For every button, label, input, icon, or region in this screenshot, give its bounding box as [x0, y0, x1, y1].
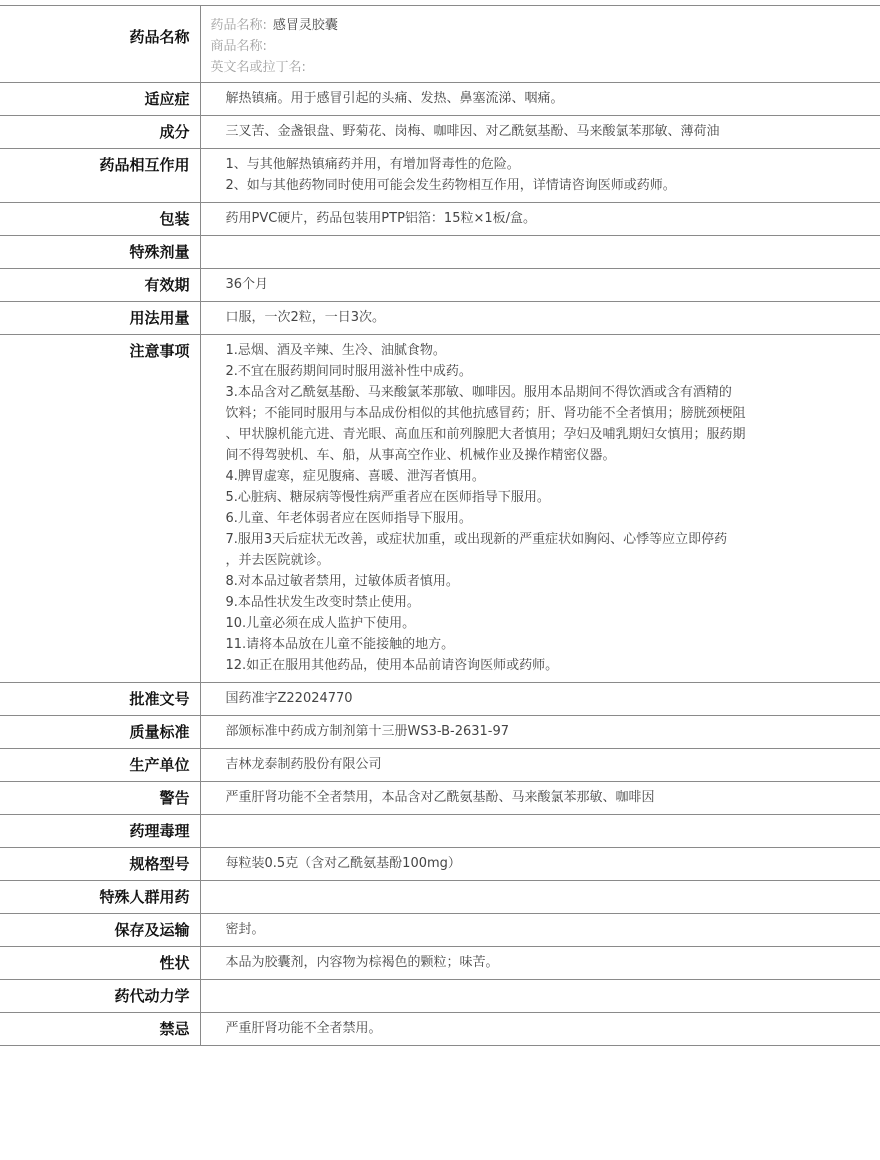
trade-name-label: 商品名称:	[210, 39, 267, 54]
list-item: 10.儿童必须在成人监护下使用。	[225, 616, 416, 631]
list-item: 2、如与其他药物同时使用可能会发生药物相互作用，详情请咨询医师或药师。	[225, 178, 676, 193]
row-storage	[0, 914, 880, 947]
row-value: 吉林龙泰制药股份有限公司	[200, 749, 880, 782]
row-value: 每粒装0.5克（含对乙酰氨基酚100mg）	[200, 848, 880, 881]
row-expiry	[0, 269, 880, 302]
list-item: 12.如正在服用其他药品，使用本品前请咨询医师或药师。	[225, 658, 559, 673]
row-label: 药理毒理	[0, 815, 200, 848]
row-value	[200, 335, 880, 683]
row-usage	[0, 302, 880, 335]
row-label: 禁忌	[0, 1013, 200, 1046]
row-indication	[0, 83, 880, 116]
list-item: 7.服用3天后症状无改善，或症状加重，或出现新的严重症状如胸闷、心悸等应立即停药	[225, 532, 728, 547]
row-pharmacokinetics	[0, 980, 880, 1013]
row-label: 质量标准	[0, 716, 200, 749]
list-item: 11.请将本品放在儿童不能接触的地方。	[225, 637, 455, 652]
list-item: 、甲状腺机能亢进、青光眼、高血压和前列腺肥大者慎用；孕妇及哺乳期妇女慎用；服药期	[225, 427, 746, 442]
list-item: 2.不宜在服药期间同时服用滋补性中成药。	[225, 364, 472, 379]
row-label: 生产单位	[0, 749, 200, 782]
row-label: 药代动力学	[0, 980, 200, 1013]
row-precautions	[0, 335, 880, 683]
row-value: 36个月	[200, 269, 880, 302]
row-value: 解热镇痛。用于感冒引起的头痛、发热、鼻塞流涕、咽痛。	[200, 83, 880, 116]
list-item: 9.本品性状发生改变时禁止使用。	[225, 595, 420, 610]
row-label: 性状	[0, 947, 200, 980]
row-label: 警告	[0, 782, 200, 815]
generic-name-value: 感冒灵胶囊	[272, 18, 338, 33]
row-label: 保存及运输	[0, 914, 200, 947]
row-label: 药品名称	[0, 6, 200, 83]
list-item: ，并去医院就诊。	[225, 553, 330, 568]
row-value: 本品为胶囊剂，内容物为棕褐色的颗粒；味苦。	[200, 947, 880, 980]
row-label: 成分	[0, 116, 200, 149]
row-label: 药品相互作用	[0, 149, 200, 203]
row-value	[200, 236, 880, 269]
list-item: 3.本品含对乙酰氨基酚、马来酸氯苯那敏、咖啡因。服用本品期间不得饮酒或含有酒精的	[225, 385, 732, 400]
list-item: 4.脾胃虚寒，症见腹痛、喜暖、泄泻者慎用。	[225, 469, 485, 484]
list-item: 饮料；不能同时服用与本品成份相似的其他抗感冒药；肝、肾功能不全者慎用；膀胱颈梗阻	[225, 406, 746, 421]
row-value	[200, 881, 880, 914]
row-appearance	[0, 947, 880, 980]
row-interactions	[0, 149, 880, 203]
row-value: 密封。	[200, 914, 880, 947]
row-value: 口服，一次2粒，一日3次。	[200, 302, 880, 335]
row-specification	[0, 848, 880, 881]
list-item: 8.对本品过敏者禁用，过敏体质者慎用。	[225, 574, 459, 589]
generic-name-label: 药品名称:	[210, 18, 267, 33]
row-label: 注意事项	[0, 335, 200, 683]
row-value: 三叉苦、金盏银盘、野菊花、岗梅、咖啡因、对乙酰氨基酚、马来酸氯苯那敏、薄荷油	[200, 116, 880, 149]
row-toxicology	[0, 815, 880, 848]
row-special-groups	[0, 881, 880, 914]
list-item: 1.忌烟、酒及辛辣、生冷、油腻食物。	[225, 343, 446, 358]
list-item: 5.心脏病、糖尿病等慢性病严重者应在医师指导下服用。	[225, 490, 550, 505]
row-value: 严重肝肾功能不全者禁用。	[200, 1013, 880, 1046]
list-item: 6.儿童、年老体弱者应在医师指导下服用。	[225, 511, 472, 526]
row-special-dose	[0, 236, 880, 269]
row-label: 适应症	[0, 83, 200, 116]
row-drug-name	[0, 6, 880, 83]
english-name-label: 英文名或拉丁名:	[210, 60, 306, 75]
row-value: 国药准字Z22024770	[200, 683, 880, 716]
row-label: 用法用量	[0, 302, 200, 335]
row-value: 部颁标准中药成方制剂第十三册WS3-B-2631-97	[200, 716, 880, 749]
row-label: 特殊剂量	[0, 236, 200, 269]
row-manufacturer	[0, 749, 880, 782]
row-packaging	[0, 203, 880, 236]
list-item: 1、与其他解热镇痛药并用，有增加肾毒性的危险。	[225, 157, 520, 172]
row-label: 特殊人群用药	[0, 881, 200, 914]
row-value: 药用PVC硬片，药品包装用PTP铝箔：15粒×1板/盒。	[200, 203, 880, 236]
row-label: 有效期	[0, 269, 200, 302]
row-ingredients	[0, 116, 880, 149]
row-label: 包装	[0, 203, 200, 236]
row-label: 批准文号	[0, 683, 200, 716]
row-value	[200, 149, 880, 203]
drug-spec-table	[0, 5, 880, 1046]
row-contraindications	[0, 1013, 880, 1046]
row-value: 严重肝肾功能不全者禁用，本品含对乙酰氨基酚、马来酸氯苯那敏、咖啡因	[200, 782, 880, 815]
list-item: 间不得驾驶机、车、船，从事高空作业、机械作业及操作精密仪器。	[225, 448, 616, 463]
row-approval	[0, 683, 880, 716]
drug-names-cell	[200, 6, 880, 83]
row-value	[200, 815, 880, 848]
row-warning	[0, 782, 880, 815]
row-value	[200, 980, 880, 1013]
row-standard	[0, 716, 880, 749]
row-label: 规格型号	[0, 848, 200, 881]
